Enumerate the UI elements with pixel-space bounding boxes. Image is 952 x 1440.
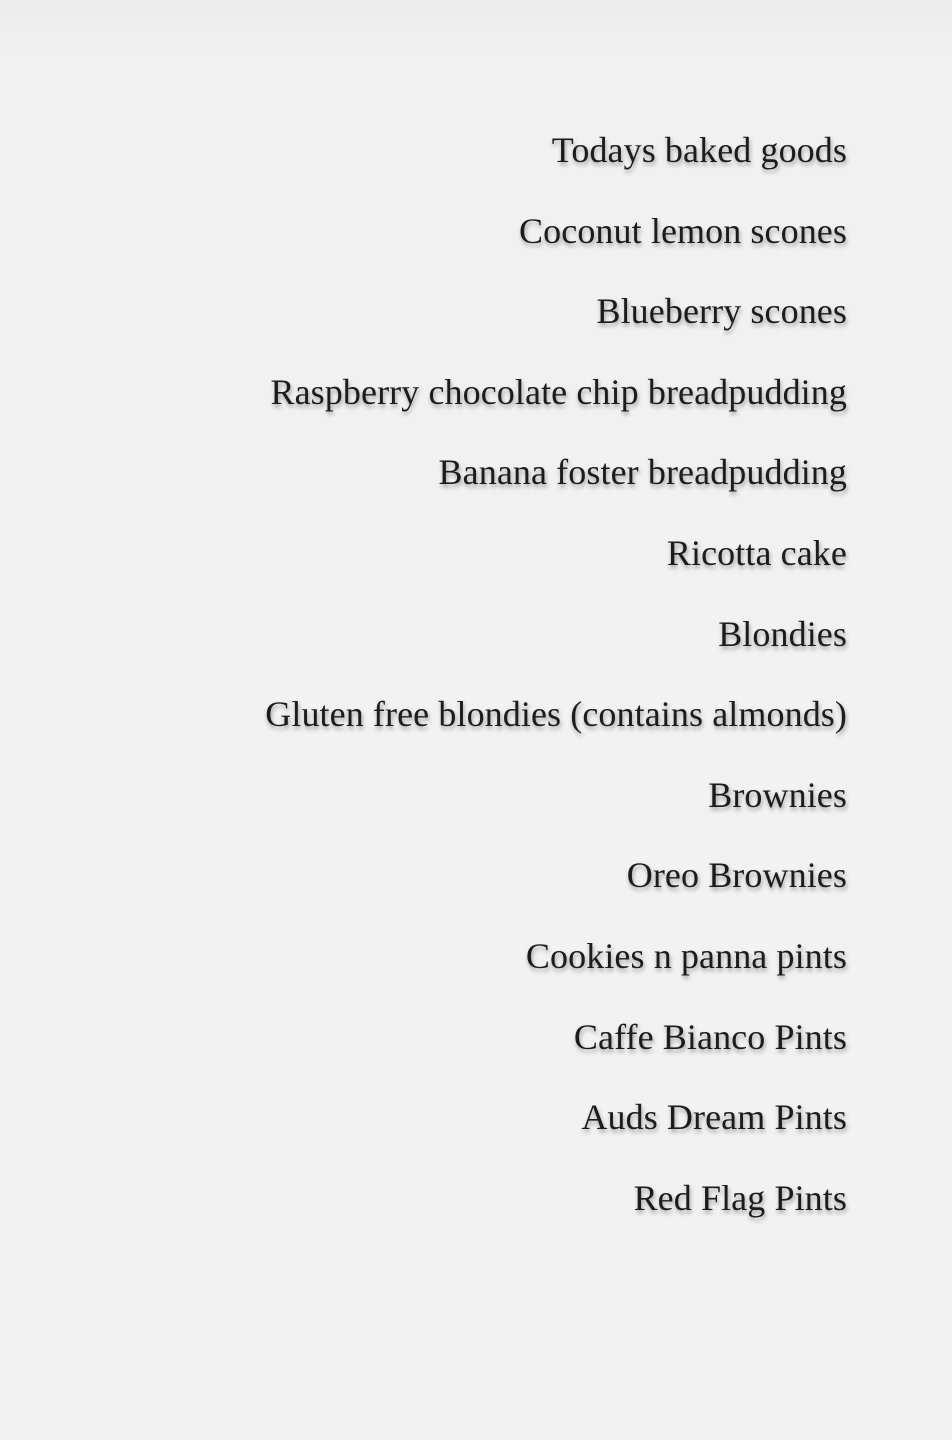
list-item: Blondies bbox=[718, 613, 847, 654]
list-item: Gluten free blondies (contains almonds) bbox=[265, 694, 847, 735]
list-item: Caffe Bianco Pints bbox=[573, 1016, 847, 1057]
list-title: Todays baked goods bbox=[551, 130, 847, 170]
list-item: Coconut lemon scones bbox=[519, 210, 847, 251]
list-item: Brownies bbox=[708, 774, 847, 815]
list-item: Banana foster breadpudding bbox=[438, 452, 847, 493]
list-item: Ricotta cake bbox=[666, 532, 847, 573]
list-item: Auds Dream Pints bbox=[581, 1097, 847, 1138]
list-item: Cookies n panna pints bbox=[525, 935, 847, 976]
list-item: Raspberry chocolate chip breadpudding bbox=[270, 371, 847, 412]
list-item: Red Flag Pints bbox=[633, 1177, 847, 1218]
list-item: Blueberry scones bbox=[596, 291, 847, 332]
baked-goods-list bbox=[265, 110, 847, 1238]
list-item: Oreo Brownies bbox=[626, 855, 847, 896]
